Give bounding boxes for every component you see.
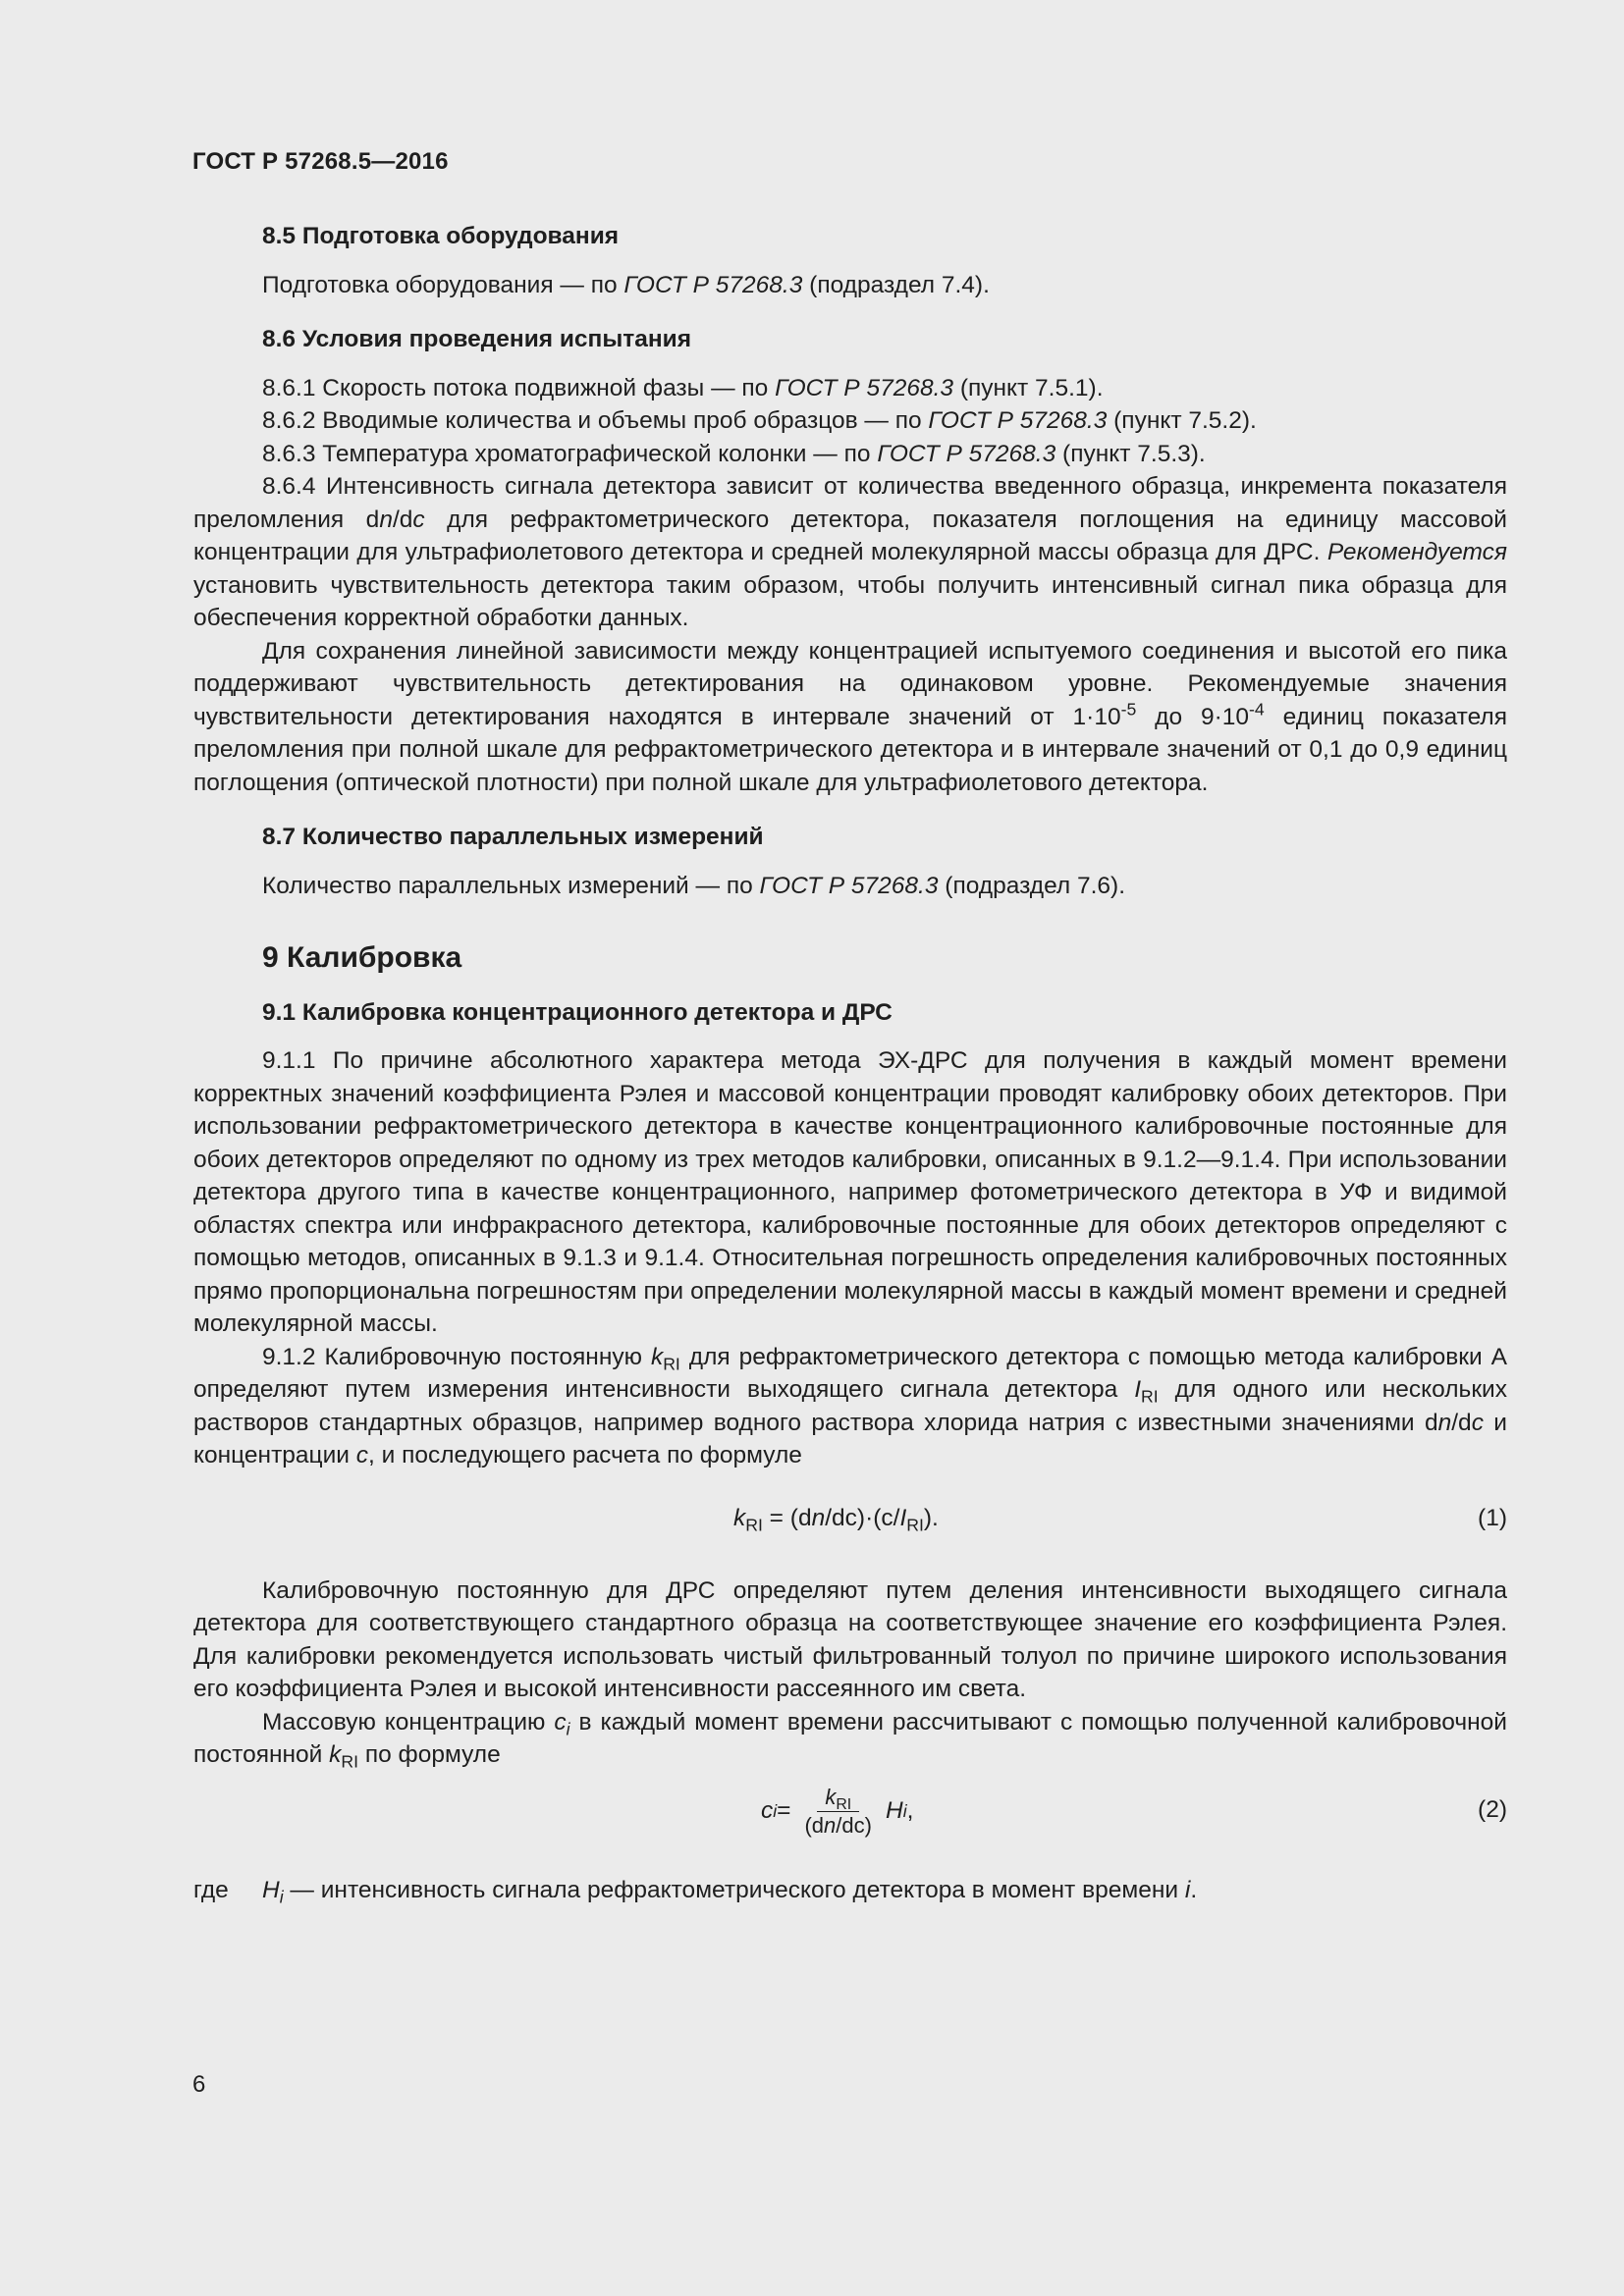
item-8-6-4: 8.6.4 Интенсивность сигнала детектора зависит от количества введенного образца, инкремента показателя преломления dn/dc для рефрактометрического детектора, показателя поглощения на единицу массовой концентрации для ультрафиолетового детектора и средней молекулярной массы образца для ДРС. Рекомендуется установить чувствительность детектора таким образом, чтобы получить интенсивный сигнал пика образца для обеспечения корректной обработки данных.	[193, 473, 1507, 631]
section-8-5-heading: 8.5 Подготовка оборудования	[262, 223, 620, 249]
section-8-6-sensitivity-paragraph: Для сохранения линейной зависимости между концентрацией испытуемого соединения и высотой его пика поддерживают чувствительность детектирования на одинаковом уровне. Рекомендуемые значения чувствительности детектирования находятся в интервале значений от $1\cdot 10^{-5}$ до $9\cdot 10^{-4}$ единиц показателя преломления при полной шкале для рефрактометрического детектора и в интервале значений от 0,1 до 0,9 единиц поглощения (оптической плотности) при полной шкале для ультрафиолетового детектора.	[193, 637, 1507, 796]
gost-reference: ГОСТ Р 57268.3	[623, 271, 803, 298]
equation-1-number: (1)	[1478, 1504, 1507, 1531]
item-8-6-1: 8.6.1 Скорость потока подвижной фазы — по ГОСТ Р 57268.3 (пункт 7.5.1).	[262, 374, 1104, 401]
equation-2-number: (2)	[1478, 1795, 1507, 1823]
where-definition: $H_i$ — интенсивность сигнала рефрактометрического детектора в момент времени i.	[262, 1876, 1198, 1906]
section-8-5-text: Подготовка оборудования — по ГОСТ Р 57268.3 (подраздел 7.4).	[262, 271, 990, 298]
where-clause	[193, 1874, 1507, 1907]
section-8-7-heading: 8.7 Количество параллельных измерений	[262, 824, 764, 850]
item-9-1-1: 9.1.1 По причине абсолютного характера метода ЭХ-ДРС для получения в каждый момент времени корректных значений коэффициента Рэлея и массовой концентрации проводят калибровку обоих детекторов. При использовании рефрактометрического детектора в качестве концентрационного калибровочные постоянные для обоих детекторов определяют по одному из трех методов калибровки, описанных в 9.1.2—9.1.4. При использовании детектора другого типа в качестве концентрационного, например фотометрического детектора в УФ и видимой областях спектра или инфракрасного детектора, калибровочные постоянные для обоих детекторов определяют с помощью методов, описанных в 9.1.3 и 9.1.4. Относительная погрешность определения калибровочных постоянных прямо пропорциональна погрешностям при определении молекулярной массы в каждый момент времени и средней молекулярной массы.	[193, 1047, 1507, 1337]
gost-reference: ГОСТ Р 57268.3	[775, 374, 954, 401]
mass-concentration-paragraph: Массовую концентрацию $c_i$ в каждый момент времени рассчитывают с помощью полученной калибровочной постоянной $k_{RI}$ по формуле	[193, 1708, 1507, 1772]
equation-2	[193, 1784, 1507, 1852]
item-9-1-2: 9.1.2 Калибровочную постоянную $k_{RI}$ для рефрактометрического детектора с помощью метода калибровки А определяют путем измерения интенсивности выходящего сигнала детектора $I_{RI}$ для одного или нескольких растворов стандартных образцов, например водного раствора хлорида натрия с известными значениями dn/dc и концентрации c, и последующего расчета по формуле	[193, 1343, 1507, 1468]
gost-reference: ГОСТ Р 57268.3	[759, 872, 939, 899]
page-number: 6	[192, 2071, 206, 2098]
document-header-code: ГОСТ Р 57268.5—2016	[192, 148, 449, 175]
item-8-6-2: 8.6.2 Вводимые количества и объемы проб образцов — по ГОСТ Р 57268.3 (пункт 7.5.2).	[262, 407, 1257, 434]
dls-calibration-paragraph: Калибровочную постоянную для ДРС определяют путем деления интенсивности выходящего сигнала детектора для соответствующего стандартного образца на соответствующее значение его коэффициента Рэлея. Для калибровки рекомендуется использовать чистый фильтрованный толуол по причине широкого использования его коэффициента Рэлея и высокой интенсивности рассеянного им света.	[193, 1576, 1507, 1702]
equation-1-formula: $k_{RI} = (dn/dc)\cdot(c/I_{RI})$.	[733, 1504, 939, 1534]
section-8-6-heading: 8.6 Условия проведения испытания	[262, 326, 692, 352]
gost-reference: ГОСТ Р 57268.3	[877, 440, 1056, 467]
where-label: где	[193, 1876, 229, 1903]
page-body	[193, 220, 1507, 1907]
section-8-7-text: Количество параллельных измерений — по ГОСТ Р 57268.3 (подраздел 7.6).	[262, 872, 1126, 899]
section-9-1-heading: 9.1 Калибровка концентрационного детектора и ДРС	[262, 998, 893, 1026]
equation-1	[193, 1502, 1507, 1545]
gost-reference: ГОСТ Р 57268.3	[928, 407, 1108, 434]
section-9-heading: 9 Калибровка	[262, 941, 462, 974]
equation-2-fraction: $\frac{k_{RI}}{(dn/dc)}$	[804, 1784, 872, 1838]
equation-2-formula: c i = $\frac{k_{RI}}{(dn/dc)}$ H i ,	[761, 1784, 914, 1838]
item-8-6-3: 8.6.3 Температура хроматографической колонки — по ГОСТ Р 57268.3 (пункт 7.5.3).	[262, 440, 1206, 467]
